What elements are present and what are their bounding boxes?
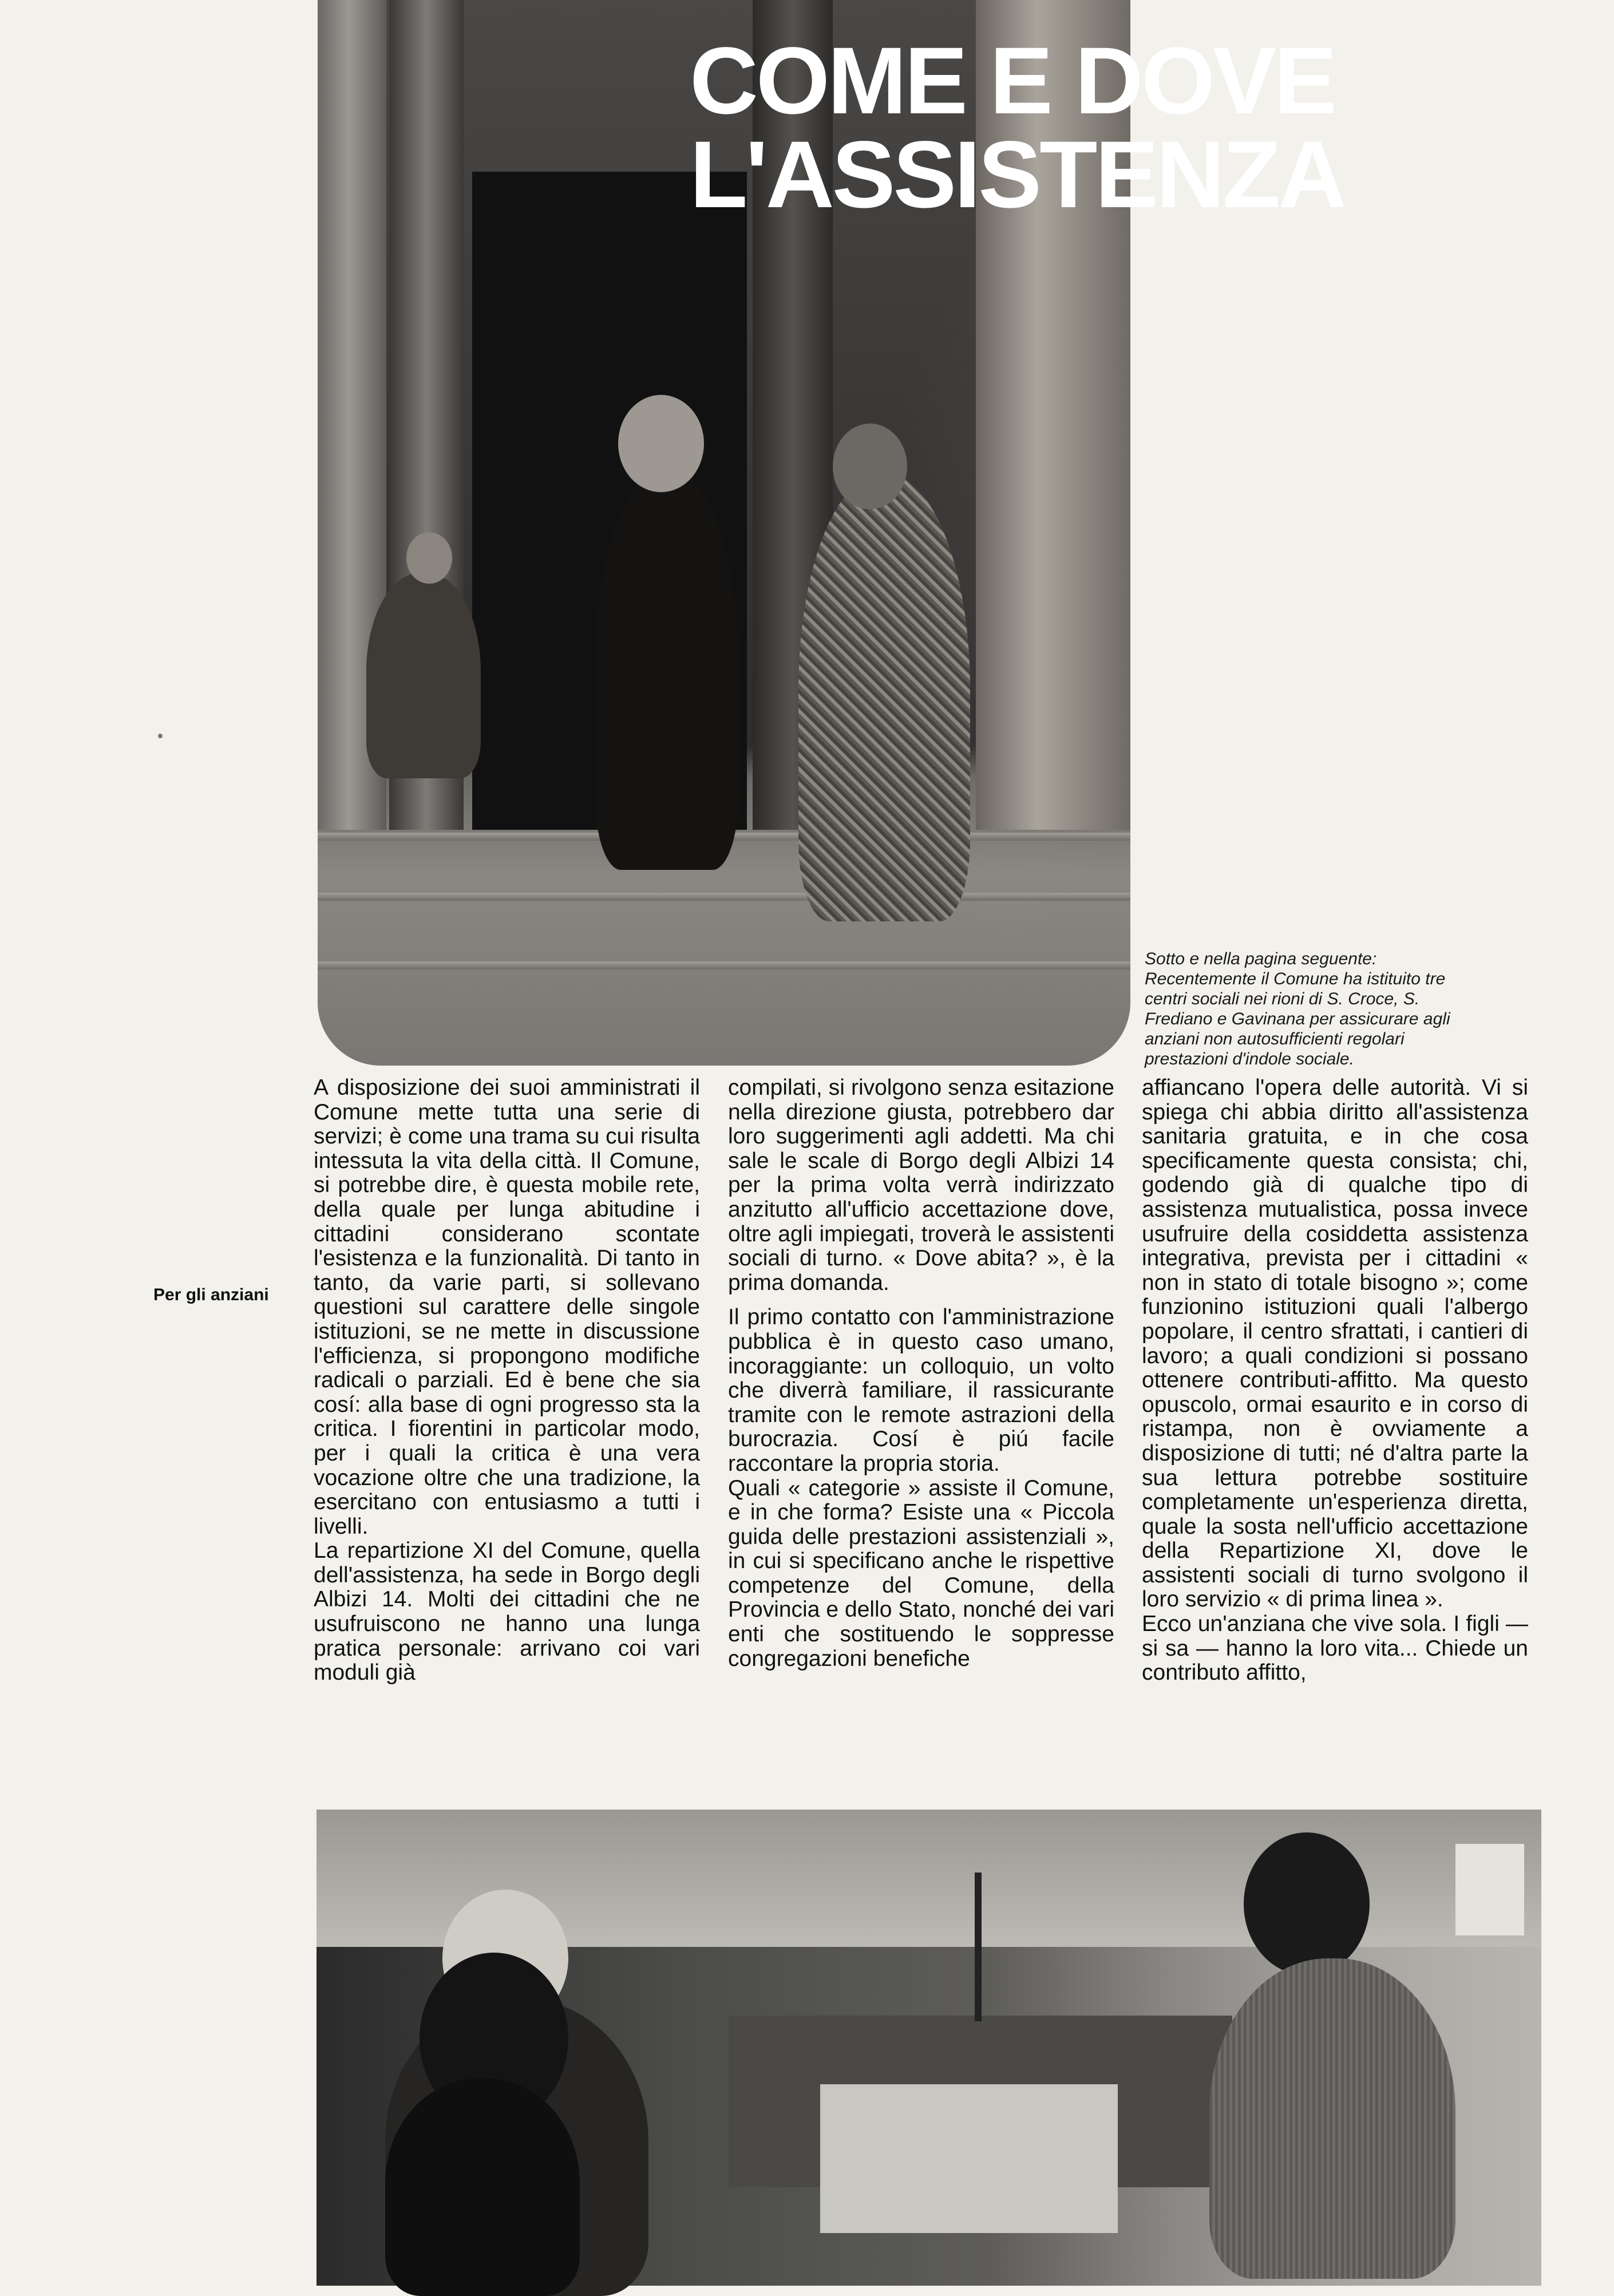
side-label: Per gli anziani xyxy=(153,1285,269,1304)
title-line-1: COME E DOVE xyxy=(690,28,1335,134)
seated-woman-head xyxy=(406,532,452,584)
photo-office-scene xyxy=(317,1810,1541,2286)
photo-caption: Sotto e nella pagina seguente: Recentemente il Comune ha istituito tre centri sociali nei rioni di S. Croce, S. Frediano e Gavinana per assicurare agli anziani non autosufficienti regolari prestazioni d'indole sociale. xyxy=(1145,949,1450,1068)
step-3 xyxy=(318,961,1130,969)
page-title xyxy=(690,28,1445,228)
wall-notice xyxy=(1455,1844,1524,1935)
text-column-2 xyxy=(728,1076,1114,1800)
paragraph: Quali « categorie » assiste il Comune, e in che forma? Esiste una « Piccola guida delle prestazioni assistenziali », in cui si specificano anche le rispettive competenze del Comune, della Provincia e dello Stato, nonché dei vari enti che sostituendo le soppresse congregazioni benefiche xyxy=(728,1475,1114,1671)
paragraph: Ecco un'anziana che vive sola. I figli — si sa — hanno la loro vita... Chiede un contributo affitto, xyxy=(1142,1612,1528,1685)
text-column-1 xyxy=(314,1076,700,1800)
typewriter xyxy=(820,2084,1118,2233)
social-worker-figure xyxy=(1209,1958,1455,2279)
paragraph: Il primo contatto con l'amministrazione pubblica è in questo caso umano, incoraggiante: un colloquio, un volto che diverrà familiare, il rassicurante tramite con le remote astrazioni della burocrazia. Cosí è piú facile raccontare la propria storia. xyxy=(728,1305,1114,1476)
text-column-3 xyxy=(1142,1076,1528,1800)
step-2 xyxy=(318,893,1130,901)
woman-tweed-coat-head xyxy=(833,423,907,509)
woman-tweed-coat-figure xyxy=(798,475,970,921)
social-worker-head xyxy=(1244,1832,1370,1976)
title-line-2: L'ASSISTENZA xyxy=(690,122,1345,228)
paragraph: La repartizione XI del Comune, quella dell'assistenza, ha sede in Borgo degli Albizi 14. Molti dei cittadini che ne usufruiscono ne hanno una lunga pratica personale: arrivano coi vari moduli già xyxy=(314,1538,700,1685)
paragraph: A disposizione dei suoi amministrati il Comune mette tutta una serie di servizi; è come una trama su cui risulta intessuta la vita della città. Il Comune, si potrebbe dire, è questa mobile rete, della quale per lunga abitudine i cittadini considerano scontate l'esistenza e la funzionalità. Di tanto in tanto, da varie parti, si sollevano questioni sul carattere delle singole istituzioni, se ne mette in discussione l'efficienza, si propongono modifiche radicali o parziali. Ed è bene che sia cosí: alla base di ogni progresso sta la critica. I fiorentini in particolar modo, per i quali la critica è una vera vocazione oltre che una tradizione, la esercitano con entusiasmo a tutti i livelli. xyxy=(314,1075,700,1539)
woman-headscarf-figure xyxy=(595,469,738,870)
seated-woman-figure xyxy=(366,572,481,778)
woman-headscarf-head xyxy=(618,395,704,492)
paragraph: affiancano l'opera delle autorità. Vi si spiega chi abbia diritto all'assistenza sanitaria gratuita, e in che cosa specificamente questa consista; chi, godendo già di qualche tipo di assistenza mutualistica, possa invece usufruire della cosiddetta assistenza integrativa, prevista per i cittadini « non in stato di totale bisogno »; come funzionino istituzioni quali l'albergo popolare, il centro sfrattati, i cantieri di lavoro; a quali condizioni si possano ottenere contributi-affitto. Ma questo opuscolo, ormai esaurito e in corso di ristampa, non è ovviamente a disposizione di tutti; né d'altra parte la sua lettura potrebbe sostituire completamente un'esperienza diretta, quale la sosta nell'ufficio accettazione della Repartizione XI, dove le assistenti sociali di turno svolgono il loro servizio « di prima linea ». xyxy=(1142,1075,1528,1612)
woman-visitor-figure xyxy=(385,2079,580,2296)
margin-speck xyxy=(158,734,163,738)
desk-lamp xyxy=(975,1873,982,2021)
paragraph: compilati, si rivolgono senza esitazione nella direzione giusta, potrebbero dar loro suggerimenti agli addetti. Ma chi sale le scale di Borgo degli Albizi 14 per la prima volta verrà indirizzato anzitutto all'ufficio accettazione dove, oltre agli impiegati, troverà le assistenti sociali di turno. « Dove abita? », è la prima domanda. xyxy=(728,1075,1114,1295)
